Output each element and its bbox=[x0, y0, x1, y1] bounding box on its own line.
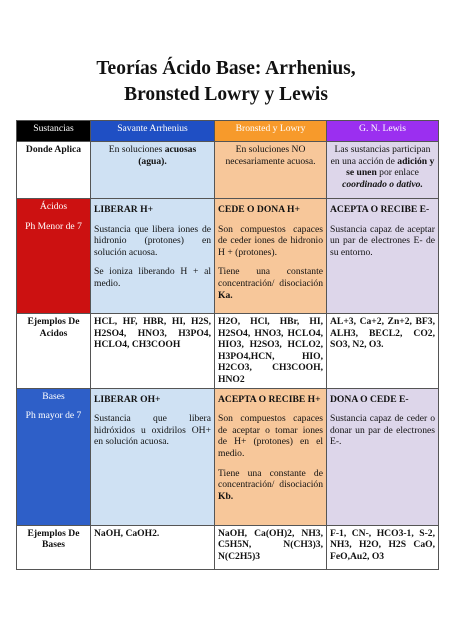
cell-arrhenius-donde bbox=[91, 142, 215, 199]
lew-acidos-heading: ACEPTA O RECIBE E- bbox=[330, 204, 430, 215]
row-ejemplos-acidos bbox=[17, 314, 439, 389]
lew-acidos-p1: Sustancia capaz de aceptar un par de electrones E- de su entorno. bbox=[330, 223, 435, 258]
row-ejemplos-bases bbox=[17, 525, 439, 569]
lew-donde-b2: coordinado o dativo. bbox=[342, 178, 423, 190]
header-bronsted: Bronsted y Lowry bbox=[215, 121, 327, 142]
page-title bbox=[0, 56, 452, 108]
bases-ph: Ph mayor de 7 bbox=[25, 410, 82, 422]
title-line-2: Bronsted Lowry y Lewis bbox=[124, 84, 328, 105]
header-row bbox=[17, 121, 439, 142]
row-acidos bbox=[17, 199, 439, 314]
bro-bases-heading: ACEPTA O RECIBE H+ bbox=[218, 393, 321, 405]
comparison-table bbox=[16, 120, 439, 570]
cell-bronsted-bases bbox=[215, 388, 327, 525]
cell-bronsted-acidos bbox=[215, 199, 327, 314]
lew-donde-b1: adición y se unen bbox=[346, 155, 435, 179]
cell-bronsted-ej-acidos: H2O, HCl, HBr, HI, H2SO4, HNO3, HCLO4, HIO3, H2SO3, HCLO2, H3PO4,HCN, HIO, H2CO3, CH3COOH, HNO2 bbox=[215, 314, 327, 389]
cell-lewis-bases bbox=[327, 388, 439, 525]
bro-bases-p2-wrap bbox=[218, 468, 323, 503]
label-ejemplos-bases: Ejemplos De Bases bbox=[17, 525, 91, 569]
arr-bases-p1: Sustancia que libera hidróxidos u oxidrilos OH+ en solución acuosa. bbox=[94, 413, 211, 448]
bro-bases-kb: Kb. bbox=[218, 490, 234, 502]
bro-acidos-ka: Ka. bbox=[218, 289, 233, 301]
cell-bronsted-ej-bases: NaOH, Ca(OH)2, NH3, C5H5N, N(CH3)3, N(C2H5)3 bbox=[215, 525, 327, 569]
cell-arrhenius-bases bbox=[91, 388, 215, 525]
label-ejemplos-acidos: Ejemplos De Acidos bbox=[17, 314, 91, 389]
title-line-1: Teorías Ácido Base: Arrhenius, bbox=[96, 58, 356, 79]
cell-lewis-donde bbox=[327, 142, 439, 199]
arr-donde-text: En soluciones bbox=[108, 144, 165, 155]
row-bases bbox=[17, 388, 439, 525]
lew-bases-heading: DONA O CEDE E- bbox=[330, 393, 409, 405]
cell-lewis-acidos bbox=[327, 199, 439, 314]
arr-bases-heading: LIBERAR OH+ bbox=[94, 393, 161, 405]
acidos-label: Ácidos bbox=[39, 201, 68, 212]
arr-acidos-heading: LIBERAR H+ bbox=[94, 204, 154, 215]
arr-acidos-p2: Se ioniza liberando H + al medio. bbox=[94, 266, 211, 289]
cell-bronsted-donde: En soluciones NO necesariamente acuosa. bbox=[215, 142, 327, 199]
acidos-ph: Ph Menor de 7 bbox=[25, 220, 82, 232]
lew-bases-p1: Sustancia capaz de ceder o donar un par de electrones E-. bbox=[330, 413, 435, 448]
label-bases bbox=[17, 388, 91, 525]
header-sustancias: Sustancias bbox=[17, 121, 91, 142]
cell-arrhenius-ej-bases: NaOH, CaOH2. bbox=[91, 525, 215, 569]
bro-acidos-p1: Son compuestos capaces de ceder iones de hidronio H + (protones). bbox=[218, 223, 323, 258]
cell-arrhenius-acidos bbox=[91, 199, 215, 314]
row-donde-aplica bbox=[17, 142, 439, 199]
cell-lewis-ej-acidos: AL+3, Ca+2, Zn+2, BF3, ALH3, BECL2, CO2, SO3, N2, O3. bbox=[327, 314, 439, 389]
bro-bases-p1: Son compuestos capaces de aceptar o tomar iones de H+ (protones) en el medio. bbox=[218, 413, 323, 459]
cell-arrhenius-ej-acidos: HCL, HF, HBR, HI, H2S, H2SO4, HNO3, H3PO4, HCLO4, CH3COOH bbox=[91, 314, 215, 389]
header-lewis: G. N. Lewis bbox=[327, 121, 439, 142]
bro-acidos-p2: Tiene una constante concentración/ disociación bbox=[218, 266, 323, 289]
bases-label: Bases bbox=[42, 390, 65, 402]
bro-acidos-p2-wrap bbox=[218, 266, 323, 301]
lew-donde-mid: por enlace bbox=[376, 167, 419, 179]
bro-bases-p2: Tiene una constante de concentración/ disociación bbox=[218, 467, 323, 491]
label-donde-aplica: Donde Aplica bbox=[17, 142, 91, 199]
lew-donde-pre: Las sustancias participan en una acción de bbox=[330, 144, 431, 167]
cell-lewis-ej-bases: F-1, CN-, HCO3-1, S-2, NH3, H2O, H2S CaO, FeO,Au2, O3 bbox=[327, 525, 439, 569]
arr-donde-bold: acuosas (agua). bbox=[138, 144, 197, 167]
arr-acidos-p1: Sustancia que libera iones de hidronio (protones) en solución acuosa. bbox=[94, 223, 211, 258]
label-acidos bbox=[17, 199, 91, 314]
header-arrhenius: Savante Arrhenius bbox=[91, 121, 215, 142]
bro-acidos-heading: CEDE O DONA H+ bbox=[218, 204, 300, 215]
